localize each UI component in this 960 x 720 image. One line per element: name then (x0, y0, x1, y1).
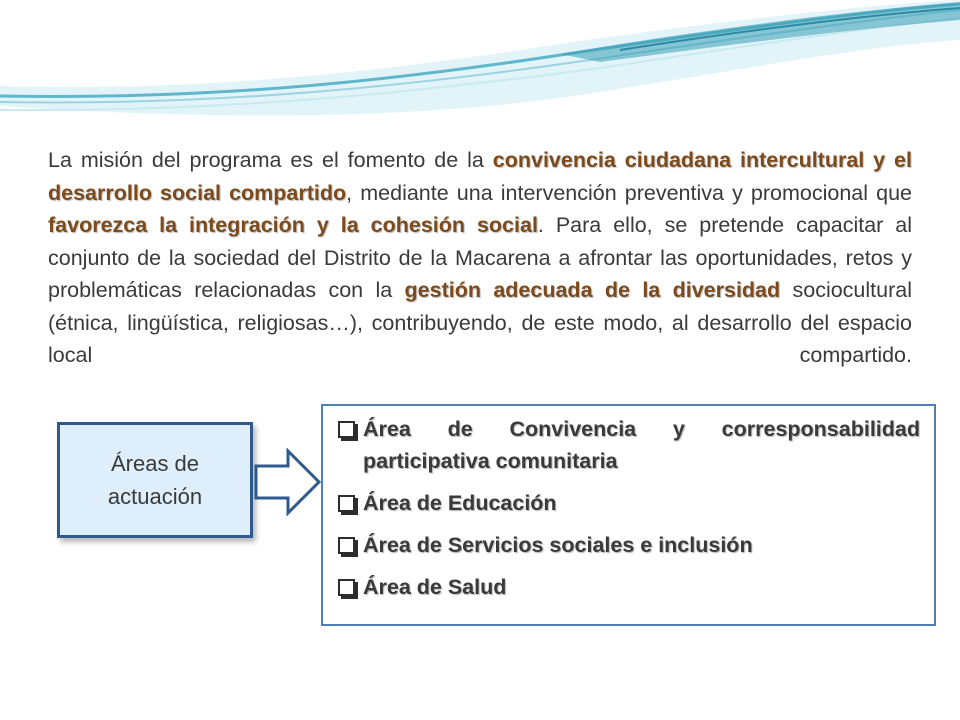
list-item-convivencia (337, 413, 920, 477)
header-wave-decoration (0, 0, 960, 130)
checkbox-bullet-icon (338, 579, 355, 596)
checkbox-bullet-icon (338, 421, 355, 438)
areas-de-actuacion-box (57, 422, 253, 538)
list-item-salud (337, 571, 920, 603)
list-item-text: Área de Educación (363, 491, 557, 515)
highlight-diversidad: gestión adecuada de la diversidad (404, 278, 781, 302)
mission-text-1: La misión del programa es el fomento de la (48, 148, 493, 172)
mission-paragraph (48, 144, 912, 372)
mission-text-4: sociocultural (étnica, lingüística, religiosas…), contribuyendo, de este modo, al desarrollo del espacio local compartido. (48, 278, 912, 367)
list-item-educacion (337, 487, 920, 519)
checkbox-bullet-icon (338, 537, 355, 554)
list-item-text: Área de Servicios sociales e inclusión (363, 533, 753, 557)
areas-list (323, 406, 934, 603)
arrow-right-icon (254, 448, 322, 516)
list-item-servicios-sociales (337, 529, 920, 561)
areas-box-line1: Áreas de (110, 451, 200, 476)
mission-text-3: . Para ello, se pretende capacitar al conjunto de la sociedad del Distrito de la Macarena a afrontar las oportunidades, retos y problemáticas relacionadas con la (48, 213, 912, 302)
checkbox-bullet-icon (338, 495, 355, 512)
mission-text-2: , mediante una intervención preventiva y promocional que (346, 180, 912, 205)
highlight-integracion: favorezca la integración y la cohesión social (48, 213, 538, 237)
highlight-convivencia: convivencia ciudadana intercultural y el desarrollo social compartido (48, 148, 912, 205)
list-item-text-continued: participativa comunitaria (363, 449, 618, 473)
list-item-text: Área de Convivencia y corresponsabilidad (363, 417, 920, 441)
areas-list-box (321, 404, 936, 626)
areas-box-line2: actuación (107, 484, 203, 509)
list-item-text: Área de Salud (363, 575, 507, 599)
